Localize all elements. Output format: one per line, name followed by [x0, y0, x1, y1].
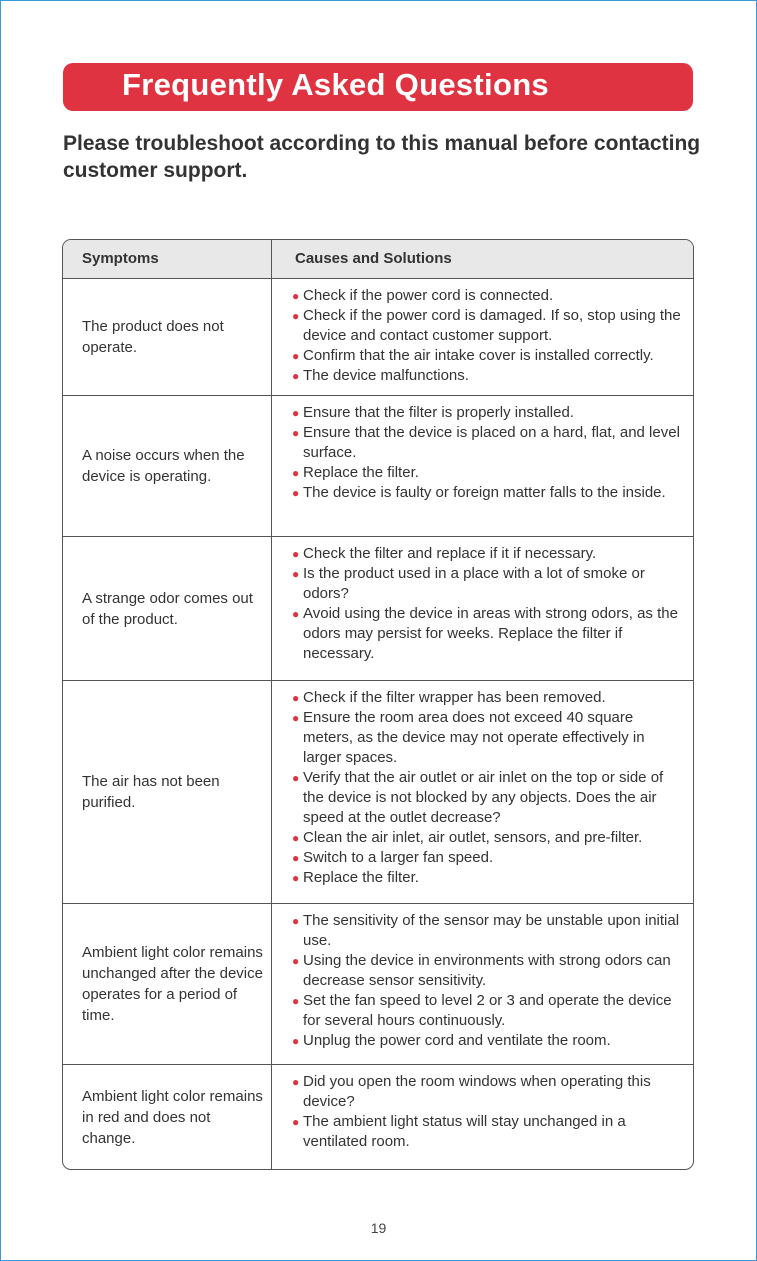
symptom-text: The air has not been purified. — [82, 773, 220, 811]
faq-table — [62, 239, 694, 1170]
symptom-cell — [63, 537, 272, 680]
solution-item: ● Unplug the power cord and ventilate the room. — [292, 1032, 611, 1049]
solutions-cell — [272, 681, 693, 903]
bullet-icon: ● — [292, 1115, 300, 1129]
solutions-cell — [272, 537, 693, 680]
bullet-icon: ● — [292, 309, 300, 323]
bullet-icon: ● — [292, 567, 300, 581]
solution-item: ● Replace the filter. — [292, 869, 419, 886]
solution-item: ● Check if the power cord is connected. — [292, 287, 554, 304]
bullet-icon: ● — [292, 871, 300, 885]
symptom-text: The product does not operate. — [82, 318, 224, 356]
bullet-icon: ● — [292, 691, 300, 705]
bullet-icon: ● — [292, 711, 300, 725]
solution-item: ● Is the product used in a place with a lot of smoke or odors? — [292, 565, 645, 602]
solution-item: ● Check if the filter wrapper has been removed. — [292, 689, 606, 706]
bullet-icon: ● — [292, 831, 300, 845]
symptom-text: A strange odor comes out of the product. — [82, 589, 253, 628]
solution-item: ● Verify that the air outlet or air inlet on the top or side of the device is not blocked by any objects. Does the air speed at the outlet decrease? — [292, 769, 664, 826]
solutions-cell — [272, 279, 693, 395]
table-row — [63, 279, 693, 396]
bullet-icon: ● — [292, 486, 300, 500]
bullet-icon: ● — [292, 349, 300, 363]
solution-item: ● The device malfunctions. — [292, 367, 469, 384]
table-row — [63, 396, 693, 537]
solution-item: ● Replace the filter. — [292, 464, 419, 481]
bullet-icon: ● — [292, 1075, 300, 1089]
faq-table-header — [63, 240, 693, 279]
column-header-symptoms: Symptoms — [63, 240, 272, 278]
solutions-cell — [272, 904, 693, 1064]
symptom-cell — [63, 681, 272, 903]
solution-item: ● The sensitivity of the sensor may be unstable upon initial use. — [292, 912, 680, 949]
symptom-cell — [63, 1065, 272, 1169]
table-row — [63, 1065, 693, 1169]
solution-item: ● Switch to a larger fan speed. — [292, 849, 494, 866]
page-number: 19 — [370, 1220, 387, 1236]
table-row — [63, 537, 693, 681]
bullet-icon: ● — [292, 607, 300, 621]
bullet-icon: ● — [292, 954, 300, 968]
solution-item: ● Clean the air inlet, air outlet, sensors, and pre-filter. — [292, 829, 643, 846]
solutions-cell — [272, 1065, 693, 1169]
solution-item: ● Did you open the room windows when operating this device? — [292, 1073, 651, 1110]
solution-item: ● Avoid using the device in areas with strong odors, as the odors may persist for weeks. Replace the filter if necessary. — [292, 605, 678, 662]
page-title: Frequently Asked Questions — [122, 67, 549, 102]
bullet-icon: ● — [292, 771, 300, 785]
bullet-icon: ● — [292, 369, 300, 383]
solution-item: ● The ambient light status will stay unchanged in a ventilated room. — [292, 1113, 626, 1150]
symptom-cell — [63, 904, 272, 1064]
symptom-text: Ambient light color remains in red and does not change. — [82, 1087, 263, 1147]
solution-item: ● Check the filter and replace if it if necessary. — [292, 545, 597, 562]
solution-item: ● Using the device in environments with strong odors can decrease sensor sensitivity. — [292, 952, 671, 989]
title-banner — [63, 63, 693, 111]
symptom-cell — [63, 396, 272, 536]
page-subtitle: Please troubleshoot according to this manual before contacting customer support. — [63, 132, 701, 182]
bullet-icon: ● — [292, 547, 300, 561]
bullet-icon: ● — [292, 426, 300, 440]
column-header-solutions: Causes and Solutions — [295, 250, 452, 267]
bullet-icon: ● — [292, 406, 300, 420]
bullet-icon: ● — [292, 466, 300, 480]
solution-item: ● Ensure the room area does not exceed 40 square meters, as the device may not operate effectively in larger spaces. — [292, 709, 645, 766]
solution-item: ● Ensure that the filter is properly installed. — [292, 404, 574, 421]
bullet-icon: ● — [292, 914, 300, 928]
table-row — [63, 904, 693, 1065]
bullet-icon: ● — [292, 289, 300, 303]
solution-item: ● Confirm that the air intake cover is installed correctly. — [292, 347, 654, 364]
bullet-icon: ● — [292, 851, 300, 865]
table-row — [63, 681, 693, 904]
bullet-icon: ● — [292, 994, 300, 1008]
symptom-text: Ambient light color remains unchanged after the device operates for a period of time. — [82, 944, 263, 1024]
solution-item: ● Set the fan speed to level 2 or 3 and operate the device for several hours continuously. — [292, 992, 672, 1029]
symptom-text: A noise occurs when the device is operating. — [82, 447, 245, 485]
solution-item: ● Check if the power cord is damaged. If so, stop using the device and contact customer support. — [292, 307, 681, 344]
solution-item: ● The device is faulty or foreign matter falls to the inside. — [292, 484, 666, 501]
symptom-cell — [63, 279, 272, 395]
solution-item: ● Ensure that the device is placed on a hard, flat, and level surface. — [292, 424, 680, 461]
bullet-icon: ● — [292, 1034, 300, 1048]
solutions-cell — [272, 396, 693, 536]
